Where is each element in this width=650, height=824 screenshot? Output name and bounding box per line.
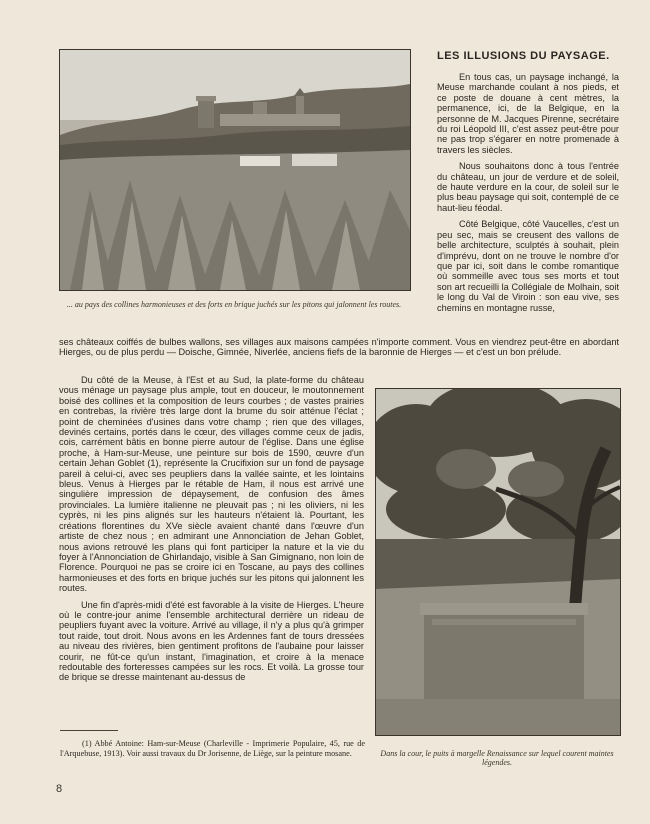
right-paragraph-1: En tous cas, un paysage inchangé, la Meuse marchande coulant à nos pieds, et ce poste de douane à cent mètres, la permanence, ici, de la Belgique, en la personne de M. Jacques Pirenne, secrétaire du roi Léopold III, c'est assez peut-être pour ne pas trop s'égarer en notre promenade à travers les siècles. <box>437 72 619 155</box>
footnote-divider <box>60 730 118 731</box>
right-paragraph-3: Côté Belgique, côté Vaucelles, c'est un peu sec, mais se creusent des vallons de belle architecture, sculptés à souhait, plein d'imprévu, dont on ne trouve le nombre d'or que par ici, soit dans le combe romantique où sommeille avec tous ses morts et tout son art recueilli la Collégiale de Molhain, soit le long du Val de Viroin : son eau vive, ses chemins en montagne russe, <box>437 219 619 313</box>
landscape-photo <box>59 49 411 291</box>
right-paragraph-2: Nous souhaitons donc à tous l'entrée du château, un jour de verdure et de soleil, de haute verdure en la cour, de soleil sur le plus beau paysage qui soit, contemplé de ce haut-lieu féodal. <box>437 161 619 213</box>
courtyard-well-image <box>376 389 620 735</box>
full-width-paragraph: ses châteaux coiffés de bulbes wallons, ses villages aux maisons campées n'importe comment. Vous en viendrez peut-être en abordant Hierges, ou de plus perdu — Doische, Gimnée, Niverlée, anciens fiefs de la baronnie de Hierges — et c'est un bon prélude. <box>59 337 619 358</box>
courtyard-well-photo <box>375 388 621 736</box>
page-number: 8 <box>56 783 63 795</box>
left-column <box>59 375 364 689</box>
full-width-text <box>59 337 619 364</box>
section-heading: LES ILLUSIONS DU PAYSAGE. <box>437 50 610 62</box>
left-paragraph-2: Une fin d'après-midi d'été est favorable à la visite de Hierges. L'heure où le contre-jour anime l'ensemble architectural derrière un rideau de peupliers fuyant avec la voiture. Arrivé au village, il n'y a plus qu'à grimper tout raide, tout droit. Nous avons en les Ardennes fant de tours dressées au niveau des rivières, bien gentiment profitons de l'aubaine pour laisser courir, ne fût-ce qu'un instant, l'imagination, et croire à la menace redoutable des forteresses campées sur les rocs. Et voilà. La grosse tour de brique se dresse maintenant au-dessus de <box>59 599 364 683</box>
caption-bottom: Dans la cour, le puits à margelle Renaissance sur lequel courent maintes légendes. <box>380 749 614 767</box>
caption-top: ... au pays des collines harmonieuses et des forts en brique juchés sur les pitons qui jalonnent les routes. <box>66 300 402 309</box>
right-column <box>437 72 619 319</box>
footnote <box>60 739 365 758</box>
footnote-text: (1) Abbé Antoine: Ham-sur-Meuse (Charleville - Imprimerie Populaire, 45, rue de l'Arquebuse, 1913). Voir aussi travaux du Dr Jorisenne, de Liège, sur la peinture mosane. <box>60 739 365 758</box>
left-paragraph-1: Du côté de la Meuse, à l'Est et au Sud, la plate-forme du château vous ménage un paysage plus ample, tout en douceur, le moutonnement boisé des collines et la composition de leurs courbes ; de vastes prairies en contrebas, la rivière très large dont la brume du soir atténue l'éclat ; point de cheminées d'usines dans votre champ ; rien que des villages, devinés certains, portés dans le cœur, des villages comme ceux de jadis, cois, carrément bâtis en bonne pierre autour de l'église. Dans une église proche, à Ham-sur-Meuse, une peinture sur bois de 1590, œuvre d'un certain Jehan Goblet (1), représente la Crucifixion sur un fond de paysage pareil à celui-ci, avec ses peupliers dans la vallée sainte, et les lointains bleus. Venus à Hierges par le rétable de Ham, il nous est arrivé une singulière impression de dépaysement, de confusion des âmes provinciales. La lumière italienne ne pleuvait pas ; ni les oliviers, ni les cyprès, ni les pins alignés sur les hauteurs n'étaient là. Pourtant, les créations florentines du XVe siècle avaient chanté dans l'œuvre d'un artiste de chez nous ; en admirant une Annonciation de Jehan Goblet, nous avions retrouvé les plans qui font participer la nature et la vie du foyer à l'Annonciation de Ghirlandajo, visible à San Gimignano, non loin de Florence. Pourquoi ne pas se croire ici en Toscane, au pays des collines harmonieuses et des forts en brique juchés sur les pitons qui jalonnent les routes. <box>59 375 364 594</box>
landscape-photo-image <box>60 50 410 290</box>
